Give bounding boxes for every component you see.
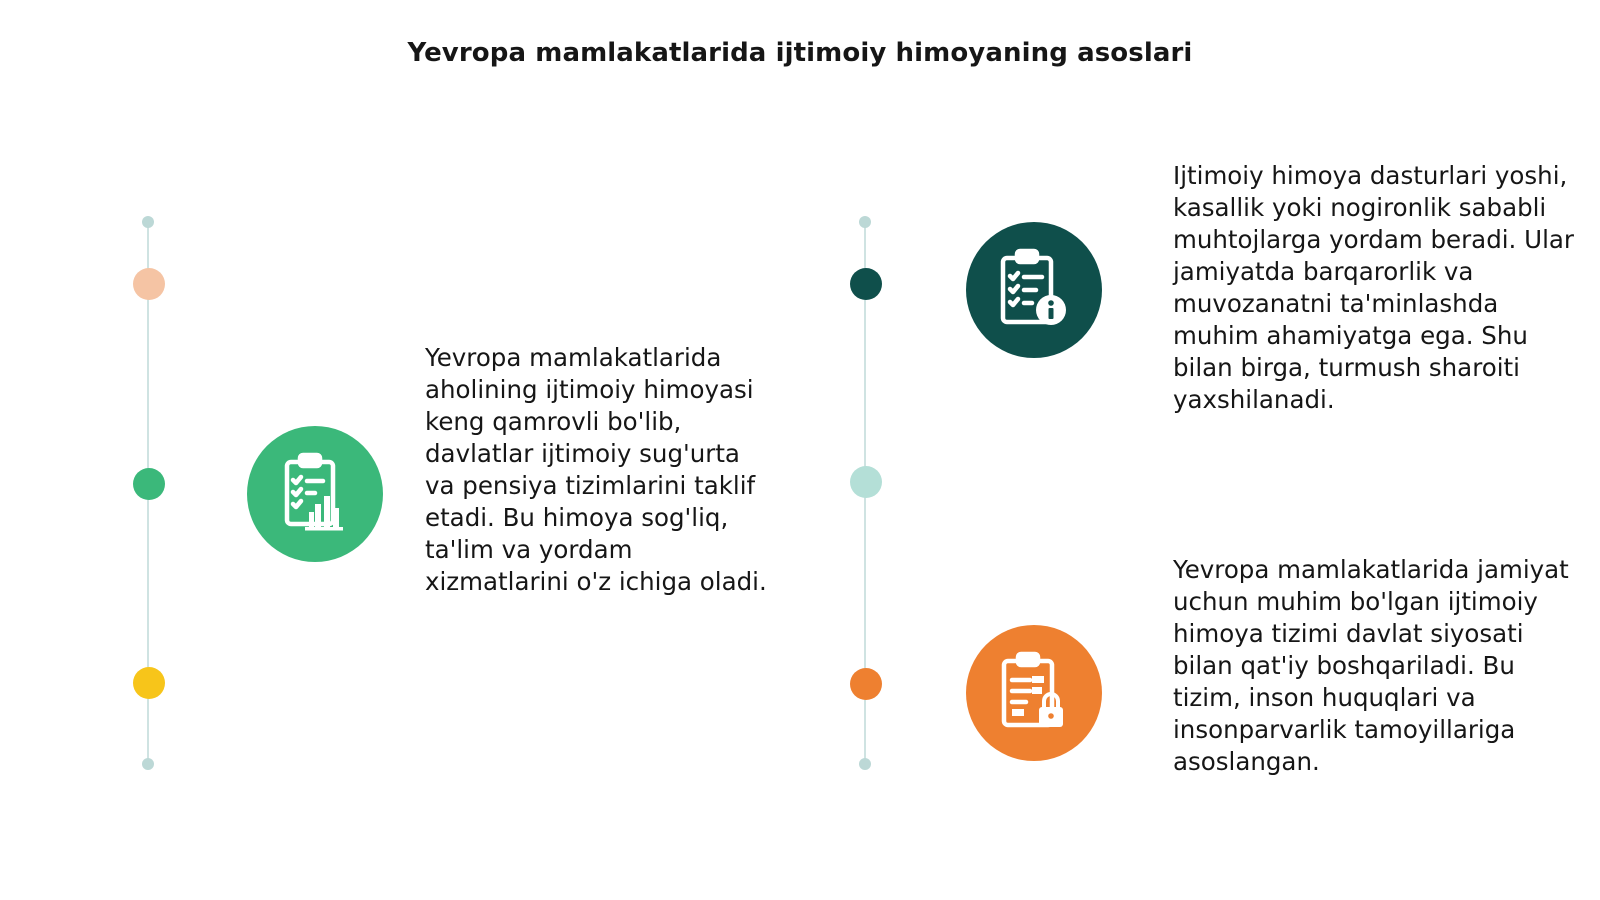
timeline-dot-green bbox=[133, 468, 165, 500]
timeline-dot-dark-teal bbox=[850, 268, 882, 300]
page-title: Yevropa mamlakatlarida ijtimoiy himoyaning asoslari bbox=[407, 38, 1193, 68]
timeline-start-cap bbox=[142, 216, 154, 228]
left-timeline bbox=[133, 214, 163, 774]
clipboard-chart-icon bbox=[247, 426, 383, 562]
timeline-end-cap bbox=[859, 758, 871, 770]
timeline-dot-yellow bbox=[133, 667, 165, 699]
clipboard-lock-icon bbox=[966, 625, 1102, 761]
clipboard-info-icon bbox=[966, 222, 1102, 358]
timeline-dot-orange bbox=[850, 668, 882, 700]
timeline-dot-peach bbox=[133, 268, 165, 300]
item-2-text: Ijtimoiy himoya dasturlari yoshi, kasallik yoki nogironlik sababli muhtojlarga yordam beradi. Ular jamiyatda barqarorlik va muvozanatni ta'minlashda muhim ahamiyatga ega. Shu bilan birga, turmush sharoiti yaxshilanadi. bbox=[1173, 161, 1574, 414]
item-3-text: Yevropa mamlakatlarida jamiyat uchun muhim bo'lgan ijtimoiy himoya tizimi davlat siyosati bilan qat'iy boshqariladi. Bu tizim, inson huquqlari va insonparvarlik tamoyillariga asoslangan. bbox=[1173, 555, 1569, 776]
right-timeline bbox=[850, 214, 880, 774]
timeline-dot-light-teal bbox=[850, 466, 882, 498]
timeline-end-cap bbox=[142, 758, 154, 770]
item-1-text: Yevropa mamlakatlarida aholining ijtimoiy himoyasi keng qamrovli bo'lib, davlatlar ijtimoiy sug'urta va pensiya tizimlarini taklif etadi. Bu himoya sog'liq, ta'lim va yordam xizmatlarini o'z ichiga oladi. bbox=[425, 343, 767, 596]
timeline-start-cap bbox=[859, 216, 871, 228]
